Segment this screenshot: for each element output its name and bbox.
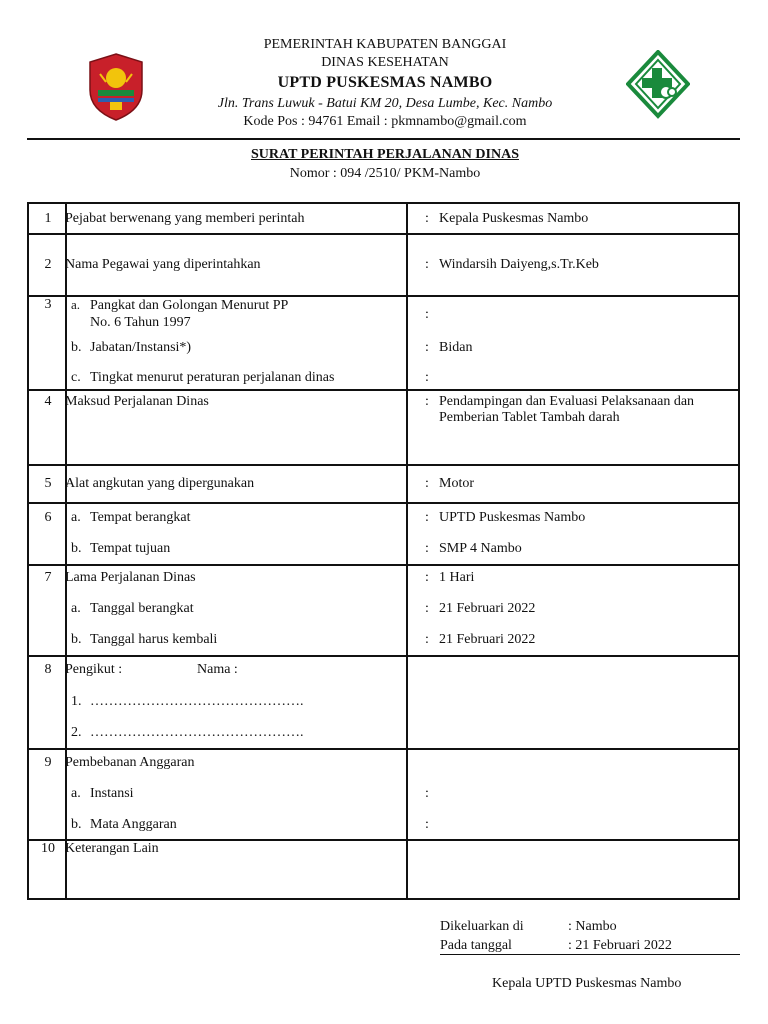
signature-divider: [440, 954, 740, 955]
header-address: Jln. Trans Luwuk - Batui KM 20, Desa Lumbe, Kec. Nambo: [217, 96, 553, 111]
row-label: Tempat tujuan: [90, 541, 171, 556]
colon: :: [425, 340, 429, 355]
row-number: 2: [44, 257, 52, 272]
row-label: Nama Pegawai yang diperintahkan: [65, 257, 261, 272]
row-value: 1 Hari: [439, 570, 475, 585]
row-label: Tingkat menurut peraturan perjalanan dinas: [90, 370, 335, 385]
colon: :: [425, 307, 429, 322]
row-label: Pangkat dan Golongan Menurut PP: [90, 298, 289, 313]
row-divider: [29, 564, 738, 566]
row-number: 9: [44, 755, 52, 770]
colon: :: [425, 817, 429, 832]
colon: :: [425, 601, 429, 616]
document-title: SURAT PERINTAH PERJALANAN DINAS: [251, 147, 519, 162]
issued-date-label: Pada tanggal: [440, 938, 512, 953]
dotted-blank: ……………………………………….: [90, 725, 304, 740]
puskesmas-logo-icon: [626, 50, 690, 120]
row-divider: [29, 464, 738, 466]
row-value: Bidan: [439, 340, 473, 355]
row-label: No. 6 Tahun 1997: [90, 315, 191, 330]
row-value: SMP 4 Nambo: [439, 541, 522, 556]
row-divider: [29, 233, 738, 235]
row-value: Motor: [439, 476, 474, 491]
sub-letter: a.: [71, 297, 81, 312]
row-divider: [29, 389, 738, 391]
row-value: 21 Februari 2022: [439, 632, 536, 647]
row-number: 4: [44, 394, 52, 409]
colon: :: [425, 394, 429, 409]
row-value: Kepala Puskesmas Nambo: [439, 211, 589, 226]
row-divider: [29, 748, 738, 750]
row-divider: [29, 295, 738, 297]
row-label: Tanggal harus kembali: [90, 632, 218, 647]
row-label: Pembebanan Anggaran: [65, 755, 195, 770]
row-number: 3: [44, 297, 52, 312]
colon: :: [425, 476, 429, 491]
row-value: 21 Februari 2022: [439, 601, 536, 616]
row-label: Nama :: [197, 662, 238, 677]
sub-letter: b.: [71, 632, 82, 647]
banggai-regency-emblem-icon: [84, 52, 148, 122]
document-number: Nomor : 094 /2510/ PKM-Nambo: [289, 166, 481, 181]
row-number: 5: [44, 476, 52, 491]
list-index: 1.: [71, 694, 82, 709]
row-value: Pendampingan dan Evaluasi Pelaksanaan dan: [439, 394, 695, 409]
sub-letter: a.: [71, 510, 81, 525]
header-contact: Kode Pos : 94761 Email : pkmnambo@gmail.com: [243, 114, 527, 129]
colon: :: [425, 257, 429, 272]
sub-letter: c.: [71, 370, 81, 385]
sub-letter: a.: [71, 601, 81, 616]
colon: :: [425, 570, 429, 585]
sub-letter: b.: [71, 541, 82, 556]
colon: :: [425, 541, 429, 556]
row-label: Keterangan Lain: [65, 841, 159, 856]
row-label: Pengikut :: [65, 662, 123, 677]
row-number: 10: [41, 841, 55, 856]
row-divider: [29, 655, 738, 657]
issued-place-value: : Nambo: [568, 919, 617, 934]
signer-title: Kepala UPTD Puskesmas Nambo: [492, 976, 682, 991]
sub-letter: b.: [71, 340, 82, 355]
row-label: Maksud Perjalanan Dinas: [65, 394, 209, 409]
row-number: 1: [44, 211, 52, 226]
list-index: 2.: [71, 725, 82, 740]
sub-letter: a.: [71, 786, 81, 801]
row-label: Jabatan/Instansi*): [90, 340, 192, 355]
row-label: Tanggal berangkat: [90, 601, 194, 616]
col-divider-value: [406, 204, 408, 898]
header-divider: [27, 138, 740, 140]
spd-table: [27, 202, 740, 900]
row-divider: [29, 502, 738, 504]
issued-date-value: : 21 Februari 2022: [568, 938, 672, 953]
issued-place-label: Dikeluarkan di: [440, 919, 524, 934]
row-value: Windarsih Daiyeng,s.Tr.Keb: [439, 257, 599, 272]
header-department: DINAS KESEHATAN: [321, 55, 449, 70]
header-government: PEMERINTAH KABUPATEN BANGGAI: [263, 37, 507, 52]
header-institution: UPTD PUSKESMAS NAMBO: [277, 74, 493, 91]
row-number: 6: [44, 510, 52, 525]
colon: :: [425, 786, 429, 801]
row-label: Instansi: [90, 786, 134, 801]
sub-letter: b.: [71, 817, 82, 832]
row-value: UPTD Puskesmas Nambo: [439, 510, 586, 525]
colon: :: [425, 510, 429, 525]
colon: :: [425, 632, 429, 647]
colon: :: [425, 370, 429, 385]
row-label: Mata Anggaran: [90, 817, 177, 832]
row-label: Alat angkutan yang dipergunakan: [65, 476, 255, 491]
dotted-blank: ……………………………………….: [90, 694, 304, 709]
row-label: Tempat berangkat: [90, 510, 191, 525]
colon: :: [425, 211, 429, 226]
row-label: Pejabat berwenang yang memberi perintah: [65, 211, 305, 226]
row-number: 7: [44, 570, 52, 585]
row-value: Pemberian Tablet Tambah darah: [439, 410, 620, 425]
row-number: 8: [44, 662, 52, 677]
row-label: Lama Perjalanan Dinas: [65, 570, 196, 585]
